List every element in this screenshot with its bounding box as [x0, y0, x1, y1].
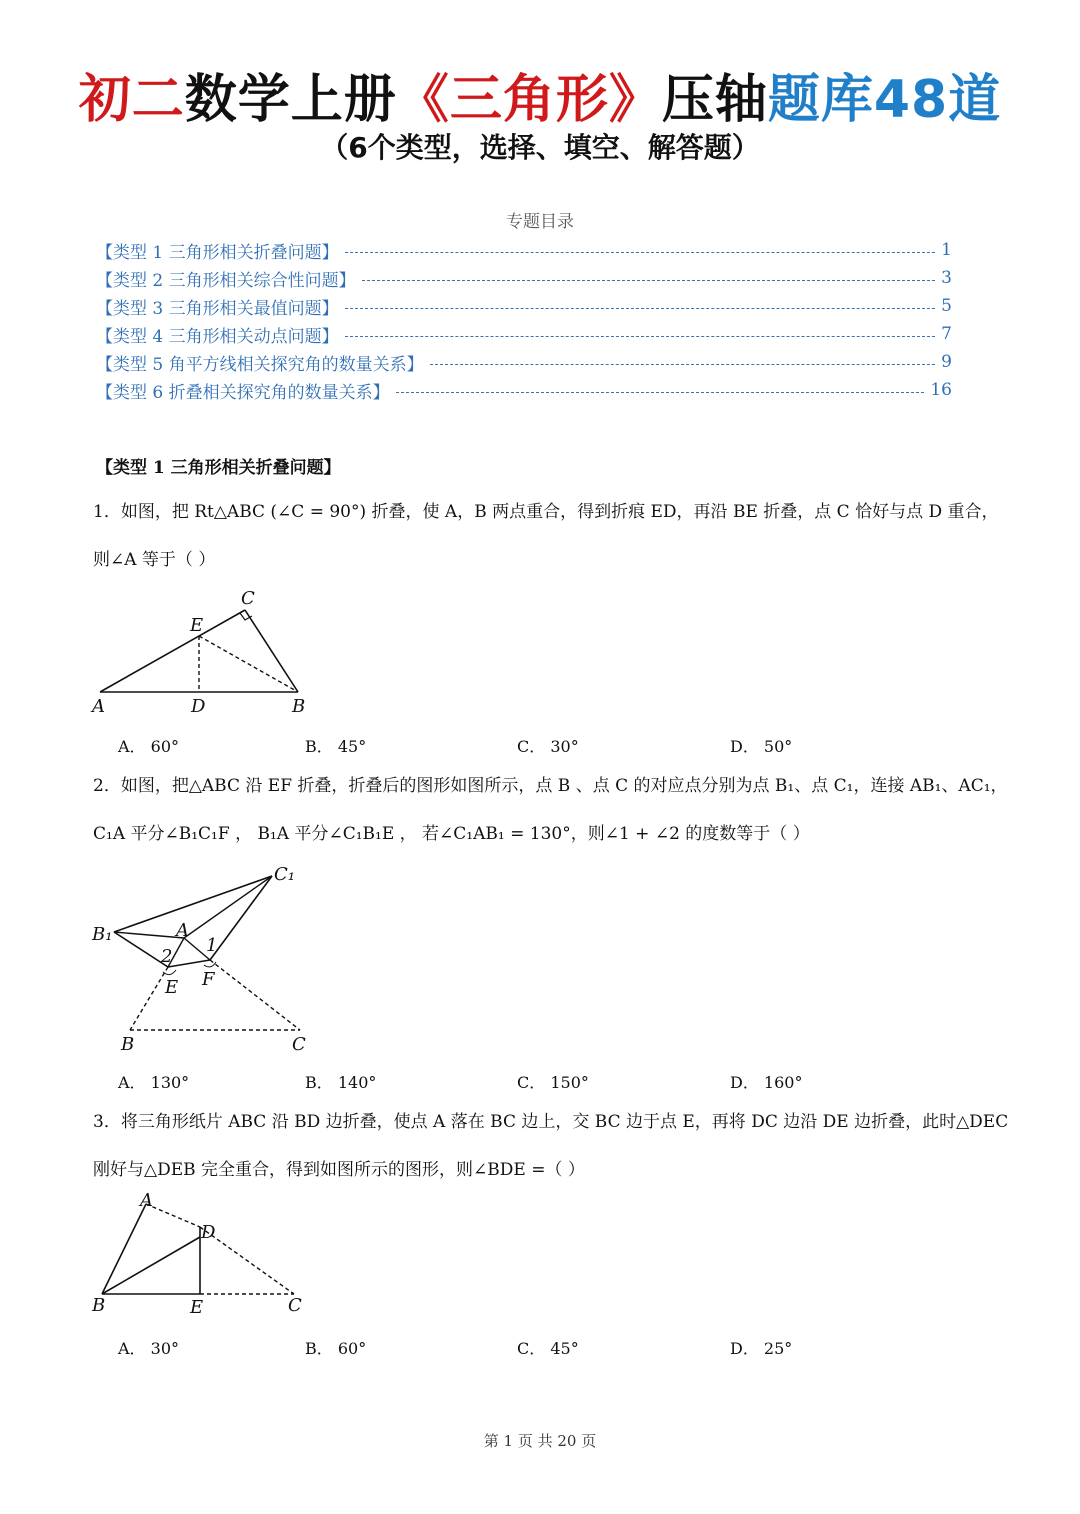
toc-item-page: 3 [941, 268, 952, 288]
option-d[interactable]: D． 50° [730, 737, 793, 756]
toc-item[interactable] [96, 376, 952, 404]
label-E: E [190, 615, 204, 636]
option-a[interactable]: A． 60° [118, 737, 180, 756]
toc-leader [345, 252, 936, 253]
option-d[interactable]: D． 160° [730, 1073, 803, 1092]
label-B1: B₁ [92, 924, 113, 945]
label-A: A [92, 696, 105, 717]
title-part-topic: 《三角形》 [396, 70, 662, 130]
question-3-figure [88, 1188, 318, 1323]
label-B: B [92, 1295, 106, 1316]
label-C1: C₁ [274, 864, 295, 885]
toc-item-label: 【类型 6 折叠相关探究角的数量关系】 [96, 382, 390, 403]
table-of-contents [96, 236, 952, 404]
label-D: D [191, 696, 206, 717]
title-part-count: 题库48道 [767, 70, 1002, 130]
label-angle-2: 2 [161, 946, 173, 967]
toc-item[interactable] [96, 320, 952, 348]
toc-item[interactable] [96, 264, 952, 292]
label-angle-1: 1 [206, 935, 218, 956]
toc-leader [396, 392, 925, 393]
option-c[interactable]: C． 30° [517, 737, 579, 756]
label-A: A [140, 1190, 153, 1211]
question-2-line-1: 2．如图，把△ABC 沿 EF 折叠，折叠后的图形如图所示，点 B 、点 C 的对应点分别为点 B₁、点 C₁，连接 AB₁、AC₁， [93, 776, 1008, 796]
label-C: C [288, 1295, 302, 1316]
question-2-line-2: C₁A 平分∠B₁C₁F ， B₁A 平分∠C₁B₁E ， 若∠C₁AB₁ = 130°，则∠1 + ∠2 的度数等于（ ） [93, 824, 810, 844]
option-a[interactable]: A． 30° [118, 1339, 180, 1358]
toc-item-label: 【类型 2 三角形相关综合性问题】 [96, 270, 356, 291]
toc-leader [345, 308, 936, 309]
toc-item-page: 1 [941, 240, 952, 260]
toc-leader [362, 280, 936, 281]
option-b[interactable]: B． 140° [305, 1073, 377, 1092]
toc-item-page: 7 [941, 324, 952, 344]
option-c[interactable]: C． 150° [517, 1073, 589, 1092]
page-footer: 第 1 页 共 20 页 [483, 1432, 597, 1450]
label-E: E [165, 977, 179, 998]
label-B: B [121, 1034, 135, 1055]
page-subtitle: （6个类型，选择、填空、解答题） [320, 131, 760, 164]
label-A: A [176, 920, 189, 941]
toc-item[interactable] [96, 236, 952, 264]
question-2-figure [88, 862, 328, 1057]
page-title [0, 68, 1080, 132]
question-1-figure [88, 582, 318, 717]
toc-heading: 专题目录 [506, 212, 574, 232]
question-1-line-2: 则∠A 等于（ ） [93, 550, 216, 570]
option-d[interactable]: D． 25° [730, 1339, 793, 1358]
label-C: C [292, 1034, 306, 1055]
toc-item-label: 【类型 1 三角形相关折叠问题】 [96, 242, 339, 263]
toc-item-page: 5 [941, 296, 952, 316]
section-heading: 【类型 1 三角形相关折叠问题】 [96, 458, 341, 478]
toc-item-label: 【类型 3 三角形相关最值问题】 [96, 298, 339, 319]
toc-leader [430, 364, 936, 365]
option-c[interactable]: C． 45° [517, 1339, 579, 1358]
toc-item-label: 【类型 4 三角形相关动点问题】 [96, 326, 339, 347]
title-part-level: 压轴 [661, 70, 768, 130]
option-b[interactable]: B． 60° [305, 1339, 367, 1358]
label-D: D [201, 1222, 216, 1243]
question-3-line-1: 3．将三角形纸片 ABC 沿 BD 边折叠，使点 A 落在 BC 边上，交 BC 边于点 E，再将 DC 边沿 DE 边折叠，此时△DEC [93, 1112, 1009, 1132]
question-2 [93, 774, 1008, 870]
title-part-grade: 初二 [78, 70, 185, 130]
label-E: E [190, 1297, 204, 1318]
question-3-line-2: 刚好与△DEB 完全重合，得到如图所示的图形，则∠BDE =（ ） [93, 1160, 585, 1180]
toc-item[interactable] [96, 348, 952, 376]
option-a[interactable]: A． 130° [118, 1073, 190, 1092]
label-F: F [202, 969, 215, 990]
label-C: C [241, 588, 255, 609]
toc-item-page: 16 [930, 380, 952, 400]
toc-leader [345, 336, 936, 337]
label-B: B [292, 696, 306, 717]
title-part-subject: 数学上册 [184, 70, 397, 130]
toc-item[interactable] [96, 292, 952, 320]
toc-item-page: 9 [941, 352, 952, 372]
option-b[interactable]: B． 45° [305, 737, 367, 756]
question-1-line-1: 1．如图，把 Rt△ABC (∠C = 90°) 折叠，使 A，B 两点重合，得到折痕 ED，再沿 BE 折叠，点 C 恰好与点 D 重合， [93, 502, 999, 522]
toc-item-label: 【类型 5 角平方线相关探究角的数量关系】 [96, 354, 424, 375]
